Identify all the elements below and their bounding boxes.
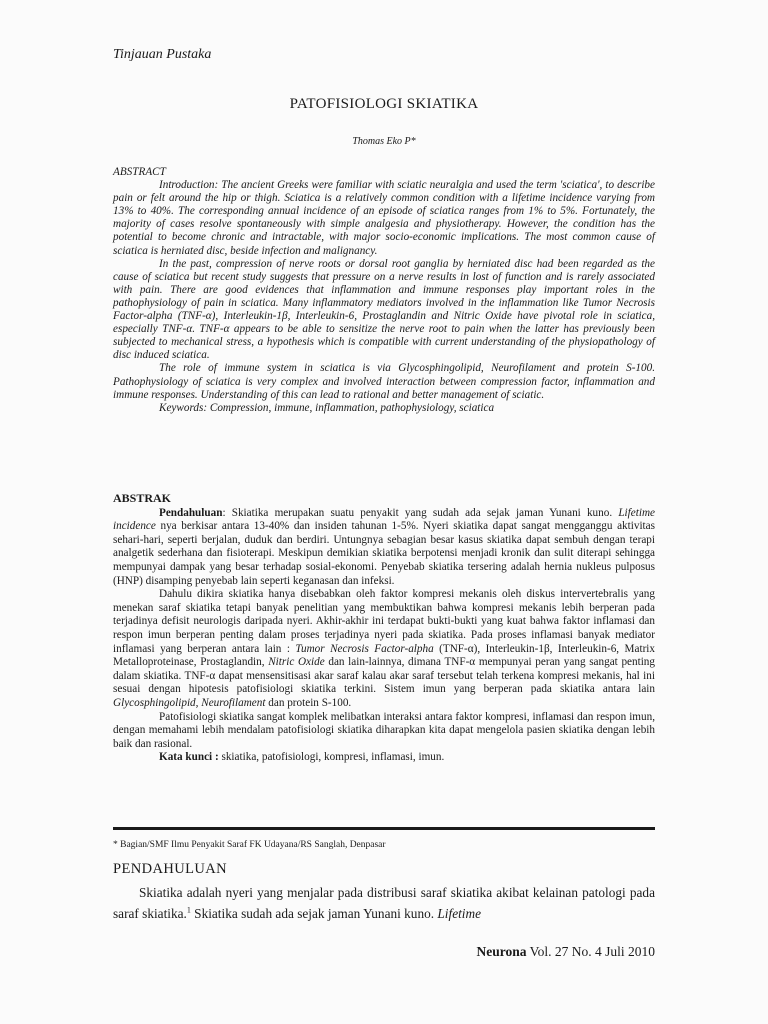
abstrak-paragraph: Patofisiologi skiatika sangat komplek melibatkan interaksi antara faktor kompresi, inflamasi dan respon imun, dengan memahami lebih mendalam patofisiologi skiatika diharapkan kita dapat mengelola pasien skiatika dengan lebih baik dan rasional. — [113, 710, 655, 750]
abstract-paragraph: The role of immune system in sciatica is via Glycosphingolipid, Neurofilament and protein S-100. Pathophysiology of sciatica is very complex and involved interaction between compression factor, inflammation and immune responses. Understanding of this can lead to rational and better management of sciatic. — [113, 362, 655, 401]
author: Thomas Eko P* — [352, 136, 416, 147]
horizontal-rule — [113, 827, 655, 830]
text-run: : Skiatika merupakan suatu penyakit yang sudah ada sejak jaman Yunani kuno. — [222, 506, 619, 519]
text-run-italic: Glycosphingolipid, Neurofilament — [113, 696, 266, 709]
journal-footer — [476, 944, 655, 960]
abstract-indonesian — [113, 492, 655, 765]
abstract-paragraph: Introduction: The ancient Greeks were familiar with sciatic neuralgia and used the term 'sciatica', to describe pain or felt around the hip or thigh. Sciatica is a relatively common condition with a lifetime incidence varying from 13% to 40%. The corresponding annual incidence of an episode of sciatica ranges from 1% to 5%. Fortunately, the majority of cases resolve spontaneously with simple analgesia and physiotherapy. However, the condition has the potential to become chronic and intractable, with major socio-economic implications. The most common cause of sciatica is herniated disc, beside infection and malignancy. — [113, 179, 655, 257]
text-run-italic: Lifetime incidence — [113, 506, 655, 533]
abstract-paragraph: In the past, compression of nerve roots or dorsal root ganglia by herniated disc had been regarded as the cause of sciatica but recent study suggests that pressure on a nerve results in lost of function and is rarely associated with pain. There are good evidences that inflammation and immune responses play important roles in the pathophysiology of pain in sciatica. Many inflammatory mediators involved in the inflammation like Tumor Necrosis Factor-alpha (TNF-α), Interleukin-1β, Interleukin-6, Prostaglandin and Nitric Oxide have pivotal role in sciatica, especially TNF-α. TNF-α appears to be able to sensitize the nerve root to pain when the latter has previously been subjected to mechanical stress, a hypothesis which is compatible with current understanding of the physiopathology of disc induced sciatica. — [113, 257, 655, 362]
abstrak-heading: ABSTRAK — [113, 491, 172, 505]
text-run: Skiatika sudah ada sejak jaman Yunani kuno. — [190, 906, 438, 921]
text-run: (TNF-α), Interleukin-1β, Interleukin-6, Matrix Metalloproteinase, Prostaglandin, — [113, 642, 655, 669]
text-run: dan protein S-100. — [265, 696, 352, 709]
abstrak-lead: Pendahuluan — [159, 506, 223, 519]
text-run: Skiatika adalah nyeri yang menjalar pada distribusi saraf skiatika akibat kelainan patologi pada saraf skiatika. — [113, 885, 655, 921]
citation-marker: 1 — [186, 905, 191, 915]
abstrak-paragraph — [113, 507, 655, 589]
text-run-italic: Nitric Oxide — [268, 656, 325, 669]
section-tag: Tinjauan Pustaka — [113, 47, 212, 62]
article-title: PATOFISIOLOGI SKIATIKA — [289, 96, 479, 112]
text-run-italic: Tumor Necrosis Factor-alpha — [295, 642, 434, 655]
abstract-heading: ABSTRACT — [113, 166, 166, 178]
abstrak-paragraph — [113, 588, 655, 710]
abstrak-keywords — [113, 751, 655, 765]
abstract-english — [113, 166, 655, 415]
keywords-label: Kata kunci : — [159, 751, 219, 764]
section-heading: PENDAHULUAN — [113, 861, 227, 877]
keywords-text: skiatika, patofisiologi, kompresi, inflamasi, imun. — [218, 751, 445, 764]
text-run: Dahulu dikira skiatika hanya disebabkan oleh faktor kompresi mekanis oleh diskus intervertebralis yang menekan saraf skiatika tetapi banyak penelitian yang membuktikan bahwa kompresi mekanis lebih berperan pada terjadinya defisit neurologis daripada nyeri. Akhir-akhir ini terdapat bukti-bukti yang kuat bahwa faktor inflamasi dan respon imun berperan penting dalam proses terjadinya nyeri pada skiatika. Pada proses inflamasi banyak mediator inflamasi yang berperan antara lain : — [113, 588, 655, 655]
body-paragraph — [113, 882, 655, 924]
journal-issue: Vol. 27 No. 4 Juli 2010 — [526, 944, 655, 959]
abstract-keywords: Keywords: Compression, immune, inflammation, pathophysiology, sciatica — [159, 401, 495, 414]
text-run: nya berkisar antara 13-40% dan insiden tahunan 1-5%. Nyeri skiatika dapat sangat mengganggu aktivitas sehari-hari, seperti berjalan, duduk dan berdiri. Untungnya sebagian besar kasus skiatika dapat sembuh dengan terapi analgetik sederhana dan fisioterapi. Meskipun demikian skiatika berpotensi menjadi kronik dan sulit diterapi sehingga mempunyai dampak yang besar terhadap sosial-ekonomi. Penyebab skiatika tersering adalah hernia nukleus pulposus (HNP) disamping penyebab lain seperti keganasan dan infeksi. — [113, 520, 655, 587]
footnote: * Bagian/SMF Ilmu Penyakit Saraf FK Udayana/RS Sanglah, Denpasar — [113, 840, 386, 850]
text-run: dan lain-lainnya, dimana TNF-α mempunyai peran yang sangat penting dalam skiatika. TNF-α dapat mensensitisasi akar saraf kalau akar saraf tersebut telah terkena kompresi mekanis, hal ini sesuai dengan hipotesis patofisiologi skiatika terkini. Sistem imun yang berperan pada skiatika antara lain — [113, 656, 655, 696]
text-run-italic: Lifetime — [437, 906, 481, 921]
journal-name: Neurona — [476, 944, 527, 959]
body-text — [113, 882, 655, 924]
